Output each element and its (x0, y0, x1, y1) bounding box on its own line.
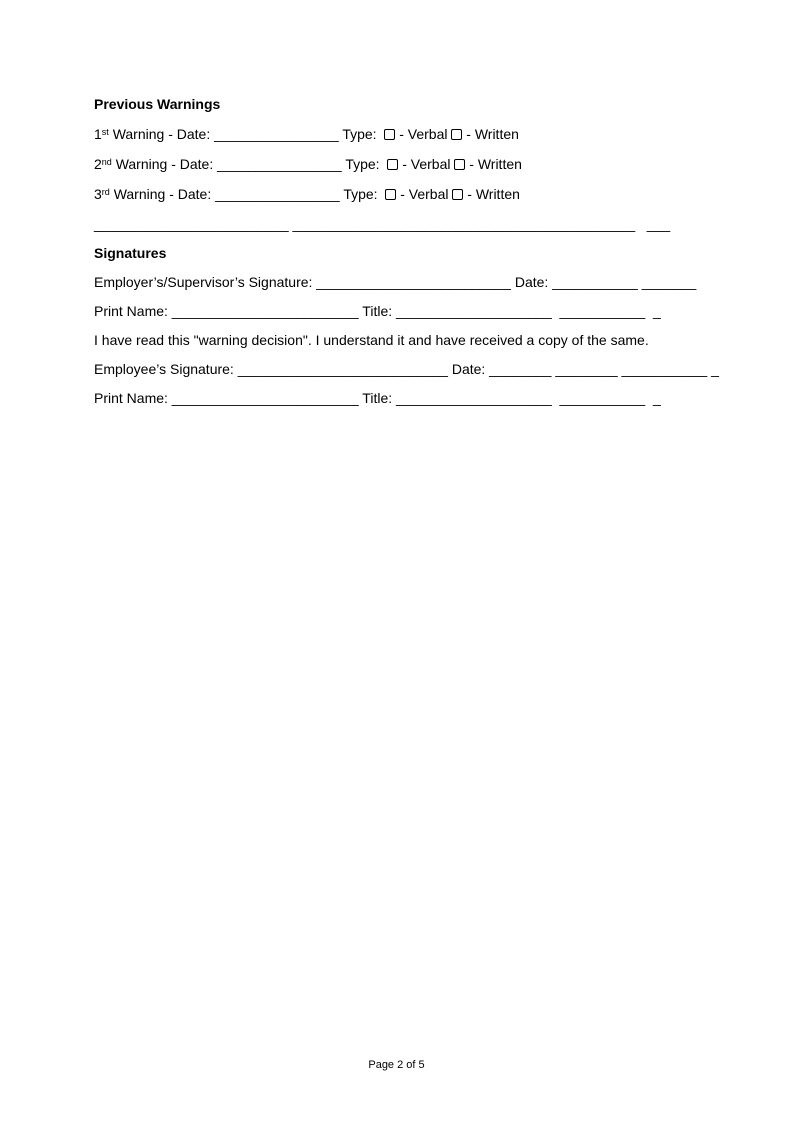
warning-3-ordinal-suffix: rd (101, 187, 110, 197)
separator-blank-line: _________________________ ____________________________________________ ___ (94, 216, 671, 232)
signatures-heading: Signatures (94, 245, 167, 261)
warning-3-written-checkbox-icon[interactable] (452, 189, 463, 200)
print-name-line-1: Print Name: ________________________ Title: ____________________ ___________ _ (94, 303, 661, 319)
employer-signature-line: Employer’s/Supervisor’s Signature: _________________________ Date: ___________ _______ (94, 274, 697, 290)
warning-1-date-blank: Warning - Date: ________________ Type: (108, 126, 385, 142)
warning-2-ordinal-suffix: nd (101, 157, 112, 167)
warning-row-2 (94, 149, 793, 179)
page-number-footer: Page 2 of 5 (368, 1059, 425, 1071)
warning-2-date-blank: Warning - Date: ________________ Type: (111, 156, 388, 172)
warning-row-3 (94, 179, 793, 209)
warning-1-ordinal-suffix: st (101, 127, 109, 137)
warning-3-written-label: - Written (463, 186, 520, 202)
print-name-line-2: Print Name: ________________________ Title: ____________________ ___________ _ (94, 390, 661, 406)
warning-3-ordinal-number: 3 (94, 186, 102, 202)
warning-1-verbal-checkbox-icon[interactable] (384, 129, 395, 140)
warning-3-verbal-label: - Verbal (396, 186, 453, 202)
warning-1-ordinal-number: 1 (94, 126, 102, 142)
warning-1-written-checkbox-icon[interactable] (451, 129, 462, 140)
warning-1-verbal-label: - Verbal (395, 126, 452, 142)
warning-row-1 (94, 119, 793, 149)
employee-signature-line: Employee’s Signature: ___________________________ Date: ________ ________ ___________ _ (94, 361, 719, 377)
warning-2-verbal-label: - Verbal (398, 156, 455, 172)
document-content (94, 89, 793, 413)
warning-3-date-blank: Warning - Date: ________________ Type: (109, 186, 386, 202)
warning-2-written-checkbox-icon[interactable] (454, 159, 465, 170)
warning-3-verbal-checkbox-icon[interactable] (385, 189, 396, 200)
previous-warnings-heading: Previous Warnings (94, 96, 221, 112)
warning-2-verbal-checkbox-icon[interactable] (387, 159, 398, 170)
warning-2-ordinal-number: 2 (94, 156, 102, 172)
warning-2-written-label: - Written (465, 156, 522, 172)
warning-1-written-label: - Written (462, 126, 519, 142)
acknowledgement-text: I have read this "warning decision". I understand it and have received a copy of the same. (94, 332, 649, 348)
